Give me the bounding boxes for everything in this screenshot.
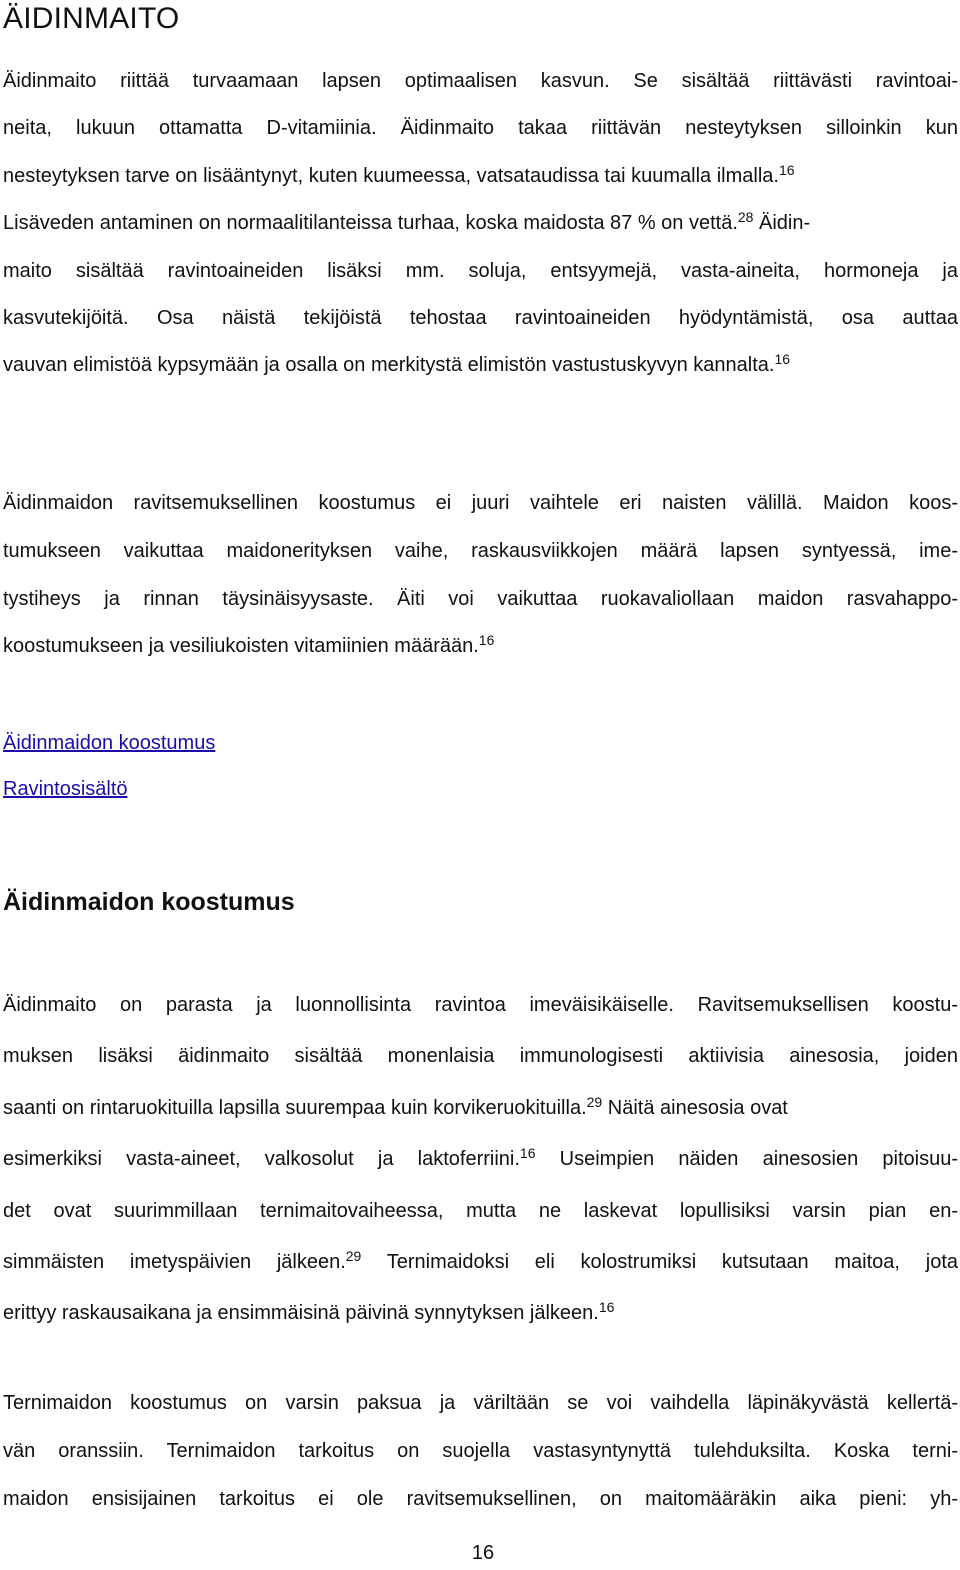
line-text: tystiheys ja rinnan täysinäisyysaste. Äiti voi vaikuttaa ruokavaliollaan maidon rasvahappo- [3, 587, 958, 610]
reference-superscript: 16 [598, 1299, 615, 1316]
line-text: simmäisten imetyspäivien jälkeen. [3, 1250, 346, 1273]
section-heading: Äidinmaidon koostumus [3, 888, 295, 916]
line-text: Äidinmaito riittää turvaamaan lapsen optimaalisen kasvun. Se sisältää riittävästi ravintoai- [3, 70, 958, 92]
line-text: maidon ensisijainen tarkoitus ei ole ravitsemuksellinen, on maitomääräkin aika pieni: yh- [3, 1487, 958, 1510]
text-line [3, 623, 958, 671]
text-line [3, 295, 958, 342]
reference-superscript: 29 [586, 1093, 603, 1110]
line-text: Ternimaidon koostumus on varsin paksua ja väriltään se voi vaihdella läpinäkyvästä kellertä- [3, 1392, 958, 1414]
page-number: 16 [471, 1542, 495, 1564]
reference-superscript: 16 [774, 351, 791, 368]
line-text: maito sisältää ravintoaineiden lisäksi mm. soluja, entsyymejä, vasta-aineita, hormoneja ja [3, 259, 958, 282]
text-line [3, 153, 958, 200]
reference-superscript: 16 [478, 632, 495, 649]
text-line [3, 980, 958, 1031]
line-text: Äidinmaito on parasta ja luonnollisinta ravintoa imeväisikäiselle. Ravitsemuksellisen koostu- [3, 994, 958, 1016]
line-text: Lisäveden antaminen on normaalitilanteissa turhaa, koska maidosta 87 % on vettä. [3, 212, 738, 235]
line-text: saanti on rintaruokituilla lapsilla suurempaa kuin korvikeruokituilla. [3, 1096, 587, 1119]
text-line [3, 342, 958, 389]
paragraph-composition-variation [3, 480, 958, 671]
text-line [3, 248, 958, 295]
text-line [3, 1186, 958, 1237]
text-line [3, 1380, 958, 1428]
reference-superscript: 16 [519, 1145, 536, 1162]
reference-superscript: 16 [778, 161, 795, 178]
text-line [3, 528, 958, 576]
text-line [3, 58, 958, 105]
link-ravintosisalto[interactable]: Ravintosisältö [3, 778, 128, 800]
paragraph-colostrum [3, 1380, 958, 1523]
link-aidinmaidon-koostumus[interactable]: Äidinmaidon koostumus [3, 732, 216, 754]
line-text: vän oranssiin. Ternimaidon tarkoitus on suojella vastasyntynyttä tulehduksilta. Koska terni- [3, 1439, 958, 1462]
text-line [3, 480, 958, 528]
link-list [3, 720, 215, 812]
line-text-continued: Näitä ainesosia ovat [602, 1096, 788, 1119]
line-text-continued: Useimpien näiden ainesosien pitoisuu- [535, 1148, 958, 1171]
reference-superscript: 29 [345, 1247, 362, 1264]
page-title: ÄIDINMAITO [3, 2, 180, 35]
text-line [3, 1083, 958, 1134]
line-text: neita, lukuun ottamatta D-vitamiinia. Äidinmaito takaa riittävän nesteytyksen silloinkin kun [3, 117, 958, 140]
text-line [3, 1031, 958, 1082]
text-line [3, 1134, 958, 1185]
text-line [3, 105, 958, 152]
text-line [3, 1476, 958, 1524]
text-line [3, 1288, 958, 1339]
line-text-continued: Äidin- [753, 212, 811, 235]
line-text-continued: Ternimaidoksi eli kolostrumiksi kutsutaan maitoa, jota [361, 1250, 958, 1273]
line-text: nesteytyksen tarve on lisääntynyt, kuten kuumeessa, vatsataudissa tai kuumalla ilmalla. [3, 164, 779, 187]
line-text: kasvutekijöitä. Osa näistä tekijöistä tehostaa ravintoaineiden hyödyntämistä, osa auttaa [3, 306, 958, 329]
line-text: det ovat suurimmillaan ternimaitovaiheessa, mutta ne laskevat lopullisiksi varsin pian en- [3, 1199, 958, 1222]
line-text: koostumukseen ja vesiliukoisten vitamiinien määrään. [3, 635, 479, 658]
text-line [3, 1428, 958, 1476]
text-line [3, 1237, 958, 1288]
line-text: tumukseen vaikuttaa maidonerityksen vaihe, raskausviikkojen määrä lapsen syntyessä, ime- [3, 539, 958, 562]
paragraph-intro [3, 58, 958, 390]
line-text: Äidinmaidon ravitsemuksellinen koostumus ei juuri vaihtele eri naisten välillä. Maidon koos- [3, 492, 958, 514]
line-text: erittyy raskausaikana ja ensimmäisinä päivinä synnytyksen jälkeen. [3, 1302, 599, 1325]
text-line [3, 576, 958, 624]
paragraph-immunology [3, 980, 958, 1340]
line-text: vauvan elimistöä kypsymään ja osalla on merkitystä elimistön vastustuskyvyn kannalta. [3, 354, 775, 377]
text-line [3, 200, 958, 247]
line-text: esimerkiksi vasta-aineet, valkosolut ja laktoferriini. [3, 1148, 520, 1171]
reference-superscript: 28 [737, 209, 754, 226]
line-text: muksen lisäksi äidinmaito sisältää monenlaisia immunologisesti aktiivisia ainesosia, joiden [3, 1045, 958, 1068]
